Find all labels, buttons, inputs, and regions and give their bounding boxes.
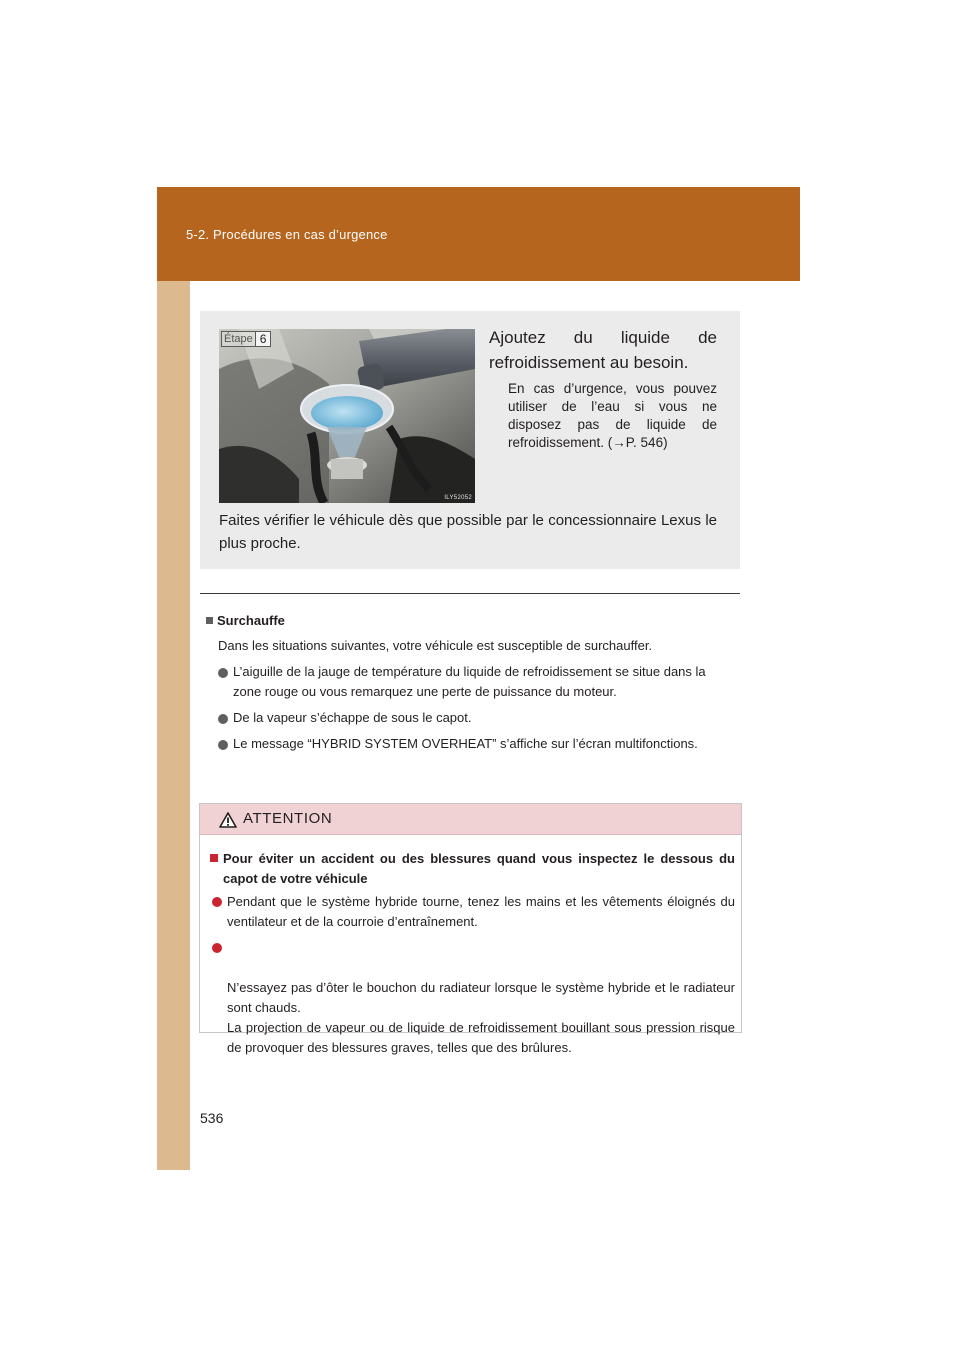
warning-triangle-icon	[219, 812, 237, 828]
coolant-photo	[219, 329, 475, 503]
page-number: 536	[200, 1110, 224, 1126]
warning-bullet	[212, 892, 735, 932]
square-bullet-icon	[206, 617, 213, 624]
circle-bullet-icon	[218, 740, 228, 750]
warning-bullet	[212, 938, 735, 1058]
warning-bullet-text: Pendant que le système hybride tourne, tenez les mains et les vêtements éloignés du ventilateur et de la courroie d’entraînement.	[227, 894, 735, 929]
step-title-word: de	[698, 328, 717, 347]
step-title-word: Ajoutez	[489, 328, 546, 347]
circle-bullet-icon	[218, 668, 228, 678]
overheat-bullet-text: De la vapeur s’échappe de sous le capot.	[233, 710, 472, 725]
red-circle-bullet-icon	[212, 943, 222, 953]
coolant-illustration	[219, 329, 475, 503]
warning-bullet-text: N’essayez pas d’ôter le bouchon du radiateur lorsque le système hybride et le radiateur sont chauds. La projection de vapeur ou de liquide de refroidissement bouillant sous pression risque de provoquer des blessures graves, telles que des brûlures.	[227, 980, 735, 1055]
warning-title-text: Pour éviter un accident ou des blessures quand vous inspectez le dessous du capot de votre véhicule	[223, 851, 735, 886]
section-title: 5-2. Procédures en cas d’urgence	[186, 227, 388, 242]
step-title-word: liquide	[620, 328, 670, 347]
section-divider	[200, 593, 740, 594]
chapter-header	[157, 187, 800, 281]
overheat-bullet	[218, 662, 726, 702]
overheat-heading	[206, 613, 285, 628]
overheat-title: Surchauffe	[217, 613, 285, 628]
step-title-word: du	[573, 328, 593, 347]
red-circle-bullet-icon	[212, 897, 222, 907]
step-tail: Faites vérifier le véhicule dès que possible par le concessionnaire Lexus le plus proche.	[219, 512, 717, 552]
step-title-line1	[489, 325, 717, 350]
circle-bullet-icon	[218, 714, 228, 724]
warning-title	[210, 849, 735, 889]
step-box	[200, 311, 740, 569]
side-strip	[157, 187, 190, 1170]
overheat-bullet	[218, 708, 726, 728]
overheat-bullet-text: Le message “HYBRID SYSTEM OVERHEAT” s’affiche sur l’écran multifonctions.	[233, 736, 698, 751]
overheat-intro: Dans les situations suivantes, votre véhicule est susceptible de surchauffer.	[218, 638, 653, 653]
step-badge-number: 6	[255, 332, 271, 346]
warning-box	[199, 803, 742, 1055]
step-note: En cas d’urgence, vous pouvez utiliser de l’eau si vous ne disposez pas de liquide de refroidissement. (→P. 546)	[508, 381, 717, 450]
step-badge	[221, 331, 271, 347]
overheat-bullet-text: L’aiguille de la jauge de température du liquide de refroidissement se situe dans la zone rouge ou vous remarquez une perte de puissance du moteur.	[233, 664, 706, 699]
photo-code: ILY52052	[444, 495, 472, 501]
red-square-bullet-icon	[210, 854, 218, 862]
warning-header	[200, 804, 741, 835]
step-badge-word: Étape	[224, 333, 253, 345]
warning-label: ATTENTION	[243, 810, 333, 827]
overheat-bullet	[218, 734, 726, 754]
step-title	[489, 325, 717, 375]
step-title-line2: refroidissement au besoin.	[489, 353, 689, 372]
